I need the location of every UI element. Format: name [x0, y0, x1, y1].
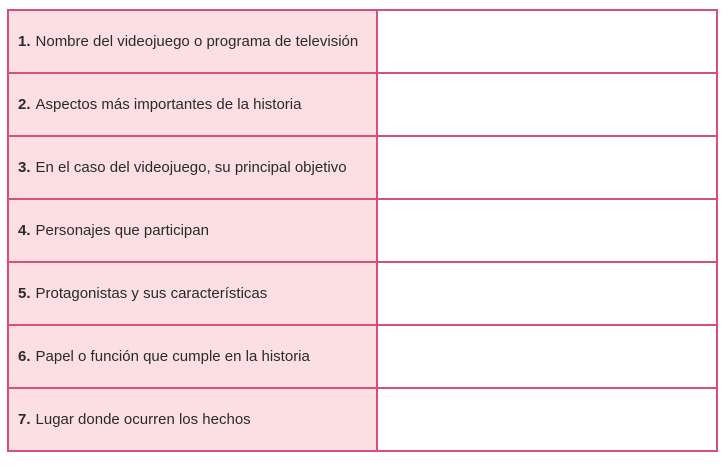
- row-number: 2.: [18, 96, 31, 113]
- row-label-text: Papel o función que cumple en la historia: [35, 348, 310, 365]
- answer-cell[interactable]: [377, 10, 717, 73]
- row-label: [8, 199, 377, 262]
- row-label: [8, 325, 377, 388]
- row-label-text: Aspectos más importantes de la historia: [35, 96, 302, 113]
- row-number: 1.: [18, 33, 31, 50]
- row-number: 7.: [18, 411, 31, 428]
- row-number: 5.: [18, 285, 31, 302]
- answer-cell[interactable]: [377, 73, 717, 136]
- table-row: [8, 10, 717, 73]
- row-number: 3.: [18, 159, 31, 176]
- row-label-text: Nombre del videojuego o programa de televisión: [35, 33, 359, 50]
- row-label: [8, 136, 377, 199]
- row-label-text: En el caso del videojuego, su principal objetivo: [35, 159, 347, 176]
- row-label-text: Protagonistas y sus características: [35, 285, 268, 302]
- row-label: [8, 10, 377, 73]
- row-number: 6.: [18, 348, 31, 365]
- row-label-text: Personajes que participan: [35, 222, 209, 239]
- row-label: [8, 262, 377, 325]
- table-row: [8, 136, 717, 199]
- table-row: [8, 73, 717, 136]
- answer-cell[interactable]: [377, 325, 717, 388]
- row-label-text: Lugar donde ocurren los hechos: [35, 411, 251, 428]
- table-row: [8, 262, 717, 325]
- table-row: [8, 325, 717, 388]
- table-row: [8, 388, 717, 451]
- answer-cell[interactable]: [377, 388, 717, 451]
- row-label: [8, 73, 377, 136]
- answer-cell[interactable]: [377, 199, 717, 262]
- answer-cell[interactable]: [377, 136, 717, 199]
- worksheet-table: [7, 9, 718, 452]
- answer-cell[interactable]: [377, 262, 717, 325]
- table-row: [8, 199, 717, 262]
- row-number: 4.: [18, 222, 31, 239]
- row-label: [8, 388, 377, 451]
